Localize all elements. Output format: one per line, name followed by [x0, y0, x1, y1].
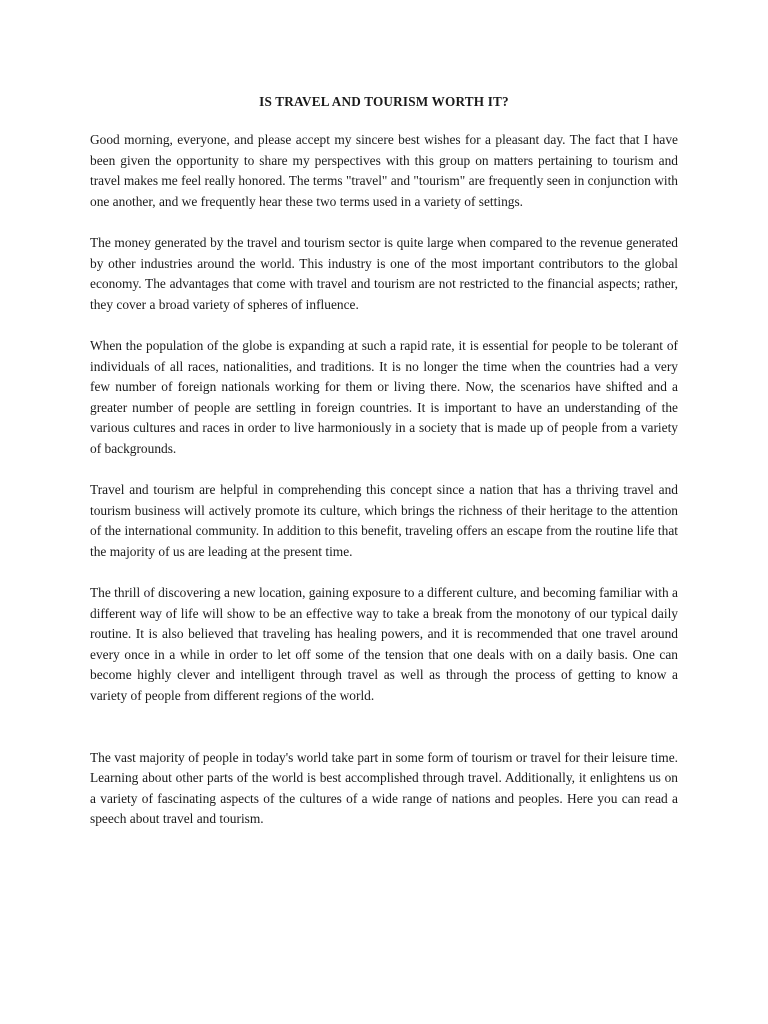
document-title: IS TRAVEL AND TOURISM WORTH IT?	[259, 94, 509, 109]
paragraph-3: When the population of the globe is expanding at such a rapid rate, it is essential for people to be tolerant of individuals of all races, nationalities, and traditions. It is no longer the time when the countries had a very few number of foreign nationals working for them or living there. Now, the scenarios have shifted and a greater number of people are settling in foreign countries. It is important to have an understanding of the various cultures and races in order to live harmoniously in a society that is made up of people from a variety of backgrounds.	[90, 337, 678, 456]
paragraph-4: Travel and tourism are helpful in comprehending this concept since a nation that has a thriving travel and tourism business will actively promote its culture, which brings the richness of their heritage to the attention of the international community. In addition to this benefit, traveling offers an escape from the routine life that the majority of us are leading at the present time.	[90, 482, 678, 559]
paragraph-2: The money generated by the travel and tourism sector is quite large when compared to the revenue generated by other industries around the world. This industry is one of the most important contributors to the global economy. The advantages that come with travel and tourism are not restricted to the financial aspects; rather, they cover a broad variety of spheres of influence.	[90, 234, 678, 312]
paragraph-1: Good morning, everyone, and please accept my sincere best wishes for a pleasant day. The fact that I have been given the opportunity to share my perspectives with this group on matters pertaining to tourism and travel makes me feel really honored. The terms "travel" and "tourism" are frequently seen in conjunction with one another, and we frequently hear these two terms used in a variety of settings.	[90, 132, 678, 209]
paragraph-5: The thrill of discovering a new location, gaining exposure to a different culture, and becoming familiar with a different way of life will show to be an effective way to take a break from the monotony of our typical daily routine. It is also believed that traveling has healing powers, and it is recommended that one travel around every once in a while in order to let off some of the tension that one deals with on a daily basis. One can become highly clever and intelligent through travel as well as through the process of getting to know a variety of people from different regions of the world.	[90, 585, 678, 704]
document-page	[90, 92, 678, 851]
paragraph-6: The vast majority of people in today's world take part in some form of tourism or travel for their leisure time. Learning about other parts of the world is best accomplished through travel. Additionally, it enlightens us on a variety of fascinating aspects of the cultures of a wide range of nations and peoples. Here you can read a speech about travel and tourism.	[90, 749, 678, 827]
